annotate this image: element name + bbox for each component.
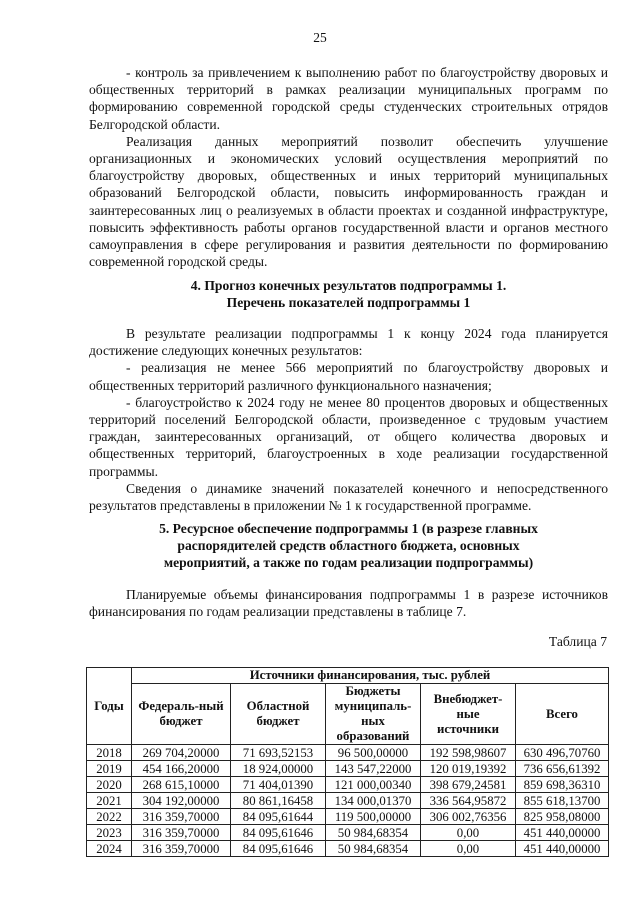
table-row bbox=[87, 809, 609, 825]
cell-value: 0,00 bbox=[421, 841, 516, 857]
cell-value: 84 095,61646 bbox=[231, 825, 326, 841]
cell-value: 0,00 bbox=[421, 825, 516, 841]
cell-value: 304 192,00000 bbox=[132, 793, 231, 809]
column-header: Областной бюджет bbox=[231, 684, 326, 745]
cell-total: 630 496,70760 bbox=[516, 745, 609, 761]
cell-value: 119 500,00000 bbox=[326, 809, 421, 825]
paragraph: Реализация данных мероприятий позволит обеспечить улучшение организационных и экономических условий осуществления мероприятий по благоустройству дворовых, общественных и иных территорий муниципальных образований Белгородской области, повысить информированность граждан и заинтересованных лиц о реализуемых в области проектах и созданной инфраструктуре, повысить эффективность работы органов государственной власти и органов местного самоуправления в сфере регулирования и развития деятельности по формированию современной городской среды. bbox=[89, 133, 608, 270]
cell-value: 84 095,61646 bbox=[231, 841, 326, 857]
heading-line: Перечень показателей подпрограммы 1 bbox=[226, 295, 471, 311]
table-caption: Таблица 7 bbox=[548, 634, 607, 649]
cell-year: 2021 bbox=[87, 793, 132, 809]
cell-year: 2019 bbox=[87, 761, 132, 777]
cell-value: 316 359,70000 bbox=[132, 825, 231, 841]
cell-total: 859 698,36310 bbox=[516, 777, 609, 793]
header-sources: Источники финансирования, тыс. рублей bbox=[132, 668, 609, 684]
cell-value: 143 547,22000 bbox=[326, 761, 421, 777]
column-header: Всего bbox=[516, 684, 609, 745]
page-number: 25 bbox=[313, 30, 327, 45]
cell-value: 50 984,68354 bbox=[326, 841, 421, 857]
paragraph: - реализация не менее 566 мероприятий по благоустройству дворовых и общественных территорий различного функционального назначения; bbox=[89, 360, 608, 393]
heading-line: 5. Ресурсное обеспечение подпрограммы 1 (в разрезе главных bbox=[159, 521, 538, 536]
cell-total: 855 618,13700 bbox=[516, 793, 609, 809]
cell-year: 2020 bbox=[87, 777, 132, 793]
column-header: Федераль-ный бюджет bbox=[132, 684, 231, 745]
cell-value: 269 704,20000 bbox=[132, 745, 231, 761]
paragraph: - контроль за привлечением к выполнению работ по благоустройству дворовых и общественных территорий в рамках реализации муниципальных программ по формированию современной городской среды студенческих строительных отрядов Белгородской области. bbox=[89, 65, 608, 132]
table-row bbox=[87, 777, 609, 793]
paragraph: В результате реализации подпрограммы 1 к концу 2024 года планируется достижение следующих конечных результатов: bbox=[89, 326, 608, 359]
section-4-text bbox=[89, 325, 608, 514]
cell-value: 454 166,20000 bbox=[132, 761, 231, 777]
cell-value: 121 000,00340 bbox=[326, 777, 421, 793]
table-row bbox=[87, 793, 609, 809]
cell-value: 316 359,70000 bbox=[132, 841, 231, 857]
cell-year: 2022 bbox=[87, 809, 132, 825]
cell-total: 451 440,00000 bbox=[516, 841, 609, 857]
cell-year: 2023 bbox=[87, 825, 132, 841]
section-5-text bbox=[89, 586, 608, 620]
paragraph: Сведения о динамике значений показателей конечного и непосредственного результатов представлены в приложении № 1 к государственной программе. bbox=[89, 480, 608, 514]
cell-value: 71 693,52153 bbox=[231, 745, 326, 761]
cell-value: 18 924,00000 bbox=[231, 761, 326, 777]
section-4-heading bbox=[89, 277, 608, 311]
cell-value: 134 000,01370 bbox=[326, 793, 421, 809]
cell-year: 2018 bbox=[87, 745, 132, 761]
cell-value: 120 019,19392 bbox=[421, 761, 516, 777]
table-row bbox=[87, 761, 609, 777]
heading-line: мероприятий, а также по годам реализации подпрограммы) bbox=[163, 555, 534, 571]
cell-value: 316 359,70000 bbox=[132, 809, 231, 825]
paragraph: - благоустройство к 2024 году не менее 80 процентов дворовых и общественных территорий поселений Белгородской области, произведенное с трудовым участием граждан, заинтересованных организаций, от общего количества дворовых и общественных территорий, благоустроенных в ходе реализации государственной программы. bbox=[89, 394, 608, 479]
cell-value: 80 861,16458 bbox=[231, 793, 326, 809]
cell-value: 71 404,01390 bbox=[231, 777, 326, 793]
cell-value: 268 615,10000 bbox=[132, 777, 231, 793]
table-row bbox=[87, 825, 609, 841]
financing-table bbox=[86, 667, 609, 857]
cell-total: 451 440,00000 bbox=[516, 825, 609, 841]
table-row bbox=[87, 841, 609, 857]
heading-line: 4. Прогноз конечных результатов подпрограммы 1. bbox=[190, 278, 507, 293]
table-row bbox=[87, 745, 609, 761]
column-header: Бюджеты муниципаль-ных образований bbox=[326, 684, 421, 745]
cell-value: 96 500,00000 bbox=[326, 745, 421, 761]
column-header: Внебюджет-ные источники bbox=[421, 684, 516, 745]
cell-year: 2024 bbox=[87, 841, 132, 857]
header-years: Годы bbox=[87, 668, 132, 745]
cell-value: 84 095,61644 bbox=[231, 809, 326, 825]
cell-value: 50 984,68354 bbox=[326, 825, 421, 841]
section-5-heading bbox=[89, 520, 608, 572]
intro-text bbox=[89, 64, 608, 270]
paragraph: Планируемые объемы финансирования подпрограммы 1 в разрезе источников финансирования по годам реализации представлены в таблице 7. bbox=[89, 587, 608, 620]
cell-value: 192 598,98607 bbox=[421, 745, 516, 761]
cell-value: 306 002,76356 bbox=[421, 809, 516, 825]
cell-total: 825 958,08000 bbox=[516, 809, 609, 825]
cell-total: 736 656,61392 bbox=[516, 761, 609, 777]
cell-value: 398 679,24581 bbox=[421, 777, 516, 793]
heading-line: распорядителей средств областного бюджета, основных bbox=[177, 538, 520, 554]
cell-value: 336 564,95872 bbox=[421, 793, 516, 809]
